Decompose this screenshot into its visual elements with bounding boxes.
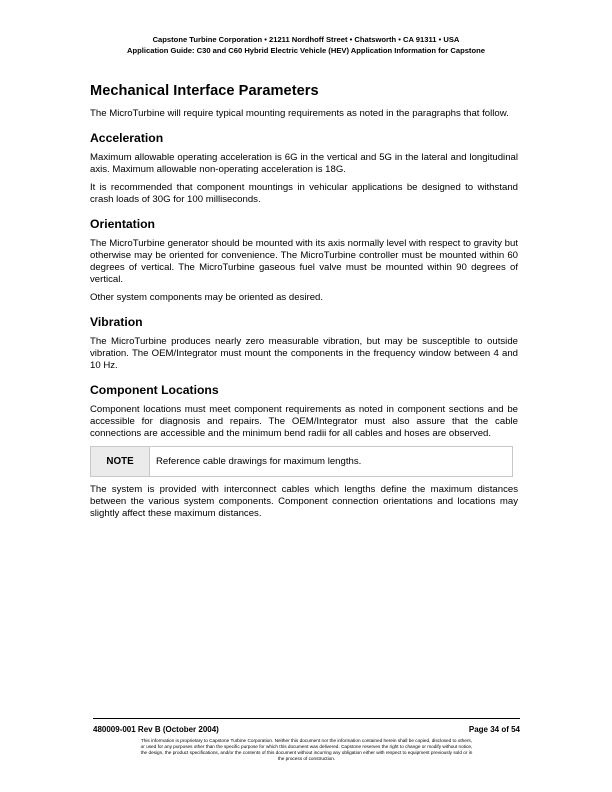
- legal-line: the design, the product specifications, and/or the contents of this document without incurring any obligation either with respect to equipment previously sold or in: [140, 750, 473, 755]
- vibration-paragraph: The MicroTurbine produces nearly zero measurable vibration, but may be susceptible to outside vibration. The OEM/Integrator must mount the components in the frequency window between 4 and 10 Hz.: [90, 336, 518, 371]
- intro-paragraph: The MicroTurbine will require typical mounting requirements as noted in the paragraphs that follow.: [90, 108, 509, 119]
- component-locations-paragraph: Component locations must meet component requirements as noted in component sections and be accessible for diagnosis and repairs. The OEM/Integrator must also assure that the cable connections are accessible and the minimum bend radii for all cables and hoses are observed.: [90, 404, 518, 439]
- heading-vibration: Vibration: [90, 315, 143, 329]
- cable-distances-paragraph: The system is provided with interconnect cables which lengths define the maximum distances between the various system components. Component connection orientations and locations may slightly affect these maximum distances.: [90, 484, 518, 519]
- legal-line: This information is proprietary to Capstone Turbine Corporation. Neither this document nor the information contained herein shall be copied, disclosed to others,: [140, 738, 473, 743]
- page-footer: [93, 718, 520, 762]
- note-text: Reference cable drawings for maximum lengths.: [156, 456, 362, 467]
- page-number: Page 34 of 54: [468, 725, 520, 734]
- heading-component-locations: Component Locations: [90, 383, 219, 397]
- legal-notice: [93, 738, 520, 762]
- legal-line: the process of construction.: [277, 756, 336, 761]
- footer-row: [93, 725, 520, 734]
- page-title: Mechanical Interface Parameters: [90, 83, 319, 99]
- header-guide-line: Application Guide: C30 and C60 Hybrid Electric Vehicle (HEV) Application Information for Capstone: [127, 45, 485, 55]
- note-label: NOTE: [91, 447, 150, 476]
- page-header: [0, 35, 612, 56]
- acceleration-paragraph-2: It is recommended that component mountings in vehicular applications be designed to withstand crash loads of 30G for 100 milliseconds.: [90, 182, 518, 205]
- orientation-paragraph-2: Other system components may be oriented as desired.: [90, 292, 324, 303]
- document-revision: 480009-001 Rev B (October 2004): [93, 725, 219, 734]
- header-company-line: Capstone Turbine Corporation • 21211 Nordhoff Street • Chatsworth • CA 91311 • USA: [152, 35, 460, 44]
- footer-divider: [93, 718, 520, 719]
- orientation-paragraph-1: The MicroTurbine generator should be mounted with its axis normally level with respect to gravity but otherwise may be oriented for convenience. The MicroTurbine controller must be mounted within 60 degrees of vertical. The MicroTurbine gaseous fuel valve must be mounted within 90 degrees of vertical.: [90, 238, 518, 285]
- note-box: [90, 446, 513, 477]
- legal-line: or used for any purposes other than the specific purpose for which this document was delivered. Capstone reserves the right to change or modify without notice,: [140, 744, 473, 749]
- heading-acceleration: Acceleration: [90, 131, 164, 145]
- main-content: [90, 83, 518, 526]
- acceleration-paragraph-1: Maximum allowable operating acceleration is 6G in the vertical and 5G in the lateral and longitudinal axis. Maximum allowable non-operating acceleration is 18G.: [90, 152, 518, 175]
- heading-orientation: Orientation: [90, 217, 156, 231]
